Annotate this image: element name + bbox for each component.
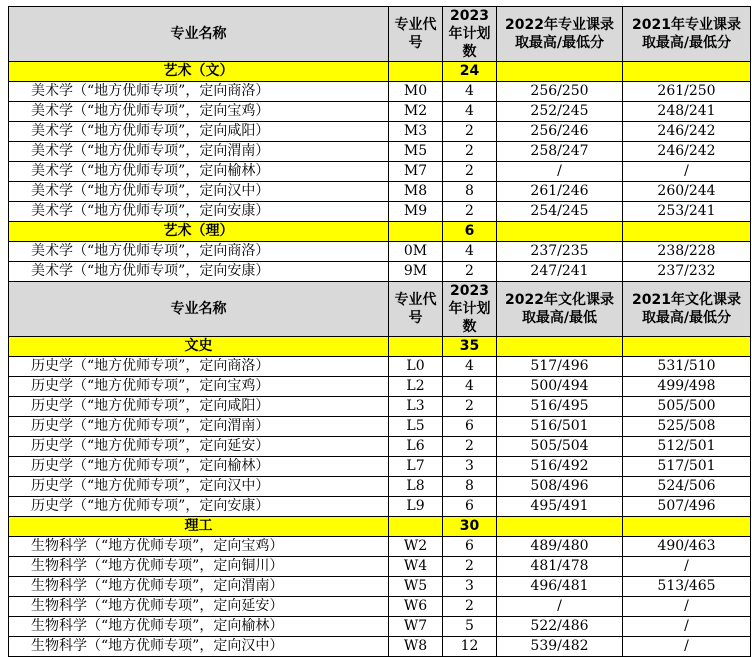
table-row <box>9 182 751 202</box>
major-code-cell: W5 <box>389 577 443 597</box>
table-row <box>9 357 751 377</box>
table-row <box>9 437 751 457</box>
group-title: 艺术（文） <box>9 62 389 82</box>
table-row <box>9 397 751 417</box>
major-name-cell: 美术学（“地方优师专项”，定向宝鸡） <box>9 102 389 122</box>
score-2022-cell: 500/494 <box>497 377 623 397</box>
score-2022-cell: 481/478 <box>497 557 623 577</box>
table-row <box>9 597 751 617</box>
major-name-cell: 历史学（“地方优师专项”，定向榆林） <box>9 457 389 477</box>
major-code-cell: M0 <box>389 82 443 102</box>
plan-count-cell: 12 <box>443 637 497 657</box>
admission-table <box>8 6 751 657</box>
major-code-cell: W6 <box>389 597 443 617</box>
plan-count-cell: 4 <box>443 82 497 102</box>
group-total: 35 <box>443 337 497 357</box>
table-row <box>9 242 751 262</box>
header-row <box>9 7 751 62</box>
major-name-cell: 历史学（“地方优师专项”，定向宝鸡） <box>9 377 389 397</box>
score-2021-cell: 499/498 <box>623 377 751 397</box>
group-2022-empty <box>497 62 623 82</box>
major-code-cell: 0M <box>389 242 443 262</box>
score-2021-cell: 237/232 <box>623 262 751 282</box>
table-row <box>9 377 751 397</box>
major-code-cell: L0 <box>389 357 443 377</box>
group-row <box>9 337 751 357</box>
table-row <box>9 142 751 162</box>
plan-count-cell: 2 <box>443 142 497 162</box>
plan-count-cell: 2 <box>443 597 497 617</box>
group-2022-empty <box>497 517 623 537</box>
major-code-cell: L2 <box>389 377 443 397</box>
table-row <box>9 262 751 282</box>
major-name-cell: 美术学（“地方优师专项”，定向商洛） <box>9 82 389 102</box>
major-code-cell: W8 <box>389 637 443 657</box>
score-2022-cell: 489/480 <box>497 537 623 557</box>
table-row <box>9 202 751 222</box>
table-row <box>9 102 751 122</box>
score-2021-cell: / <box>623 557 751 577</box>
major-code-cell: W7 <box>389 617 443 637</box>
plan-count-cell: 4 <box>443 377 497 397</box>
table-row <box>9 617 751 637</box>
table-row <box>9 122 751 142</box>
major-code-cell: L7 <box>389 457 443 477</box>
plan-count-cell: 6 <box>443 417 497 437</box>
plan-count-cell: 3 <box>443 577 497 597</box>
major-code-cell: M3 <box>389 122 443 142</box>
score-2022-cell: 517/496 <box>497 357 623 377</box>
score-2022-cell: / <box>497 597 623 617</box>
score-2021-cell: / <box>623 597 751 617</box>
table-row <box>9 477 751 497</box>
major-code-cell: L3 <box>389 397 443 417</box>
header-2022-scores: 2022年专业课录取最高/最低分 <box>497 7 623 62</box>
major-name-cell: 生物科学（“地方优师专项”，定向延安） <box>9 597 389 617</box>
group-2021-empty <box>623 337 751 357</box>
score-2021-cell: 524/506 <box>623 477 751 497</box>
header-row <box>9 282 751 337</box>
major-code-cell: L6 <box>389 437 443 457</box>
major-code-cell: L5 <box>389 417 443 437</box>
header-major-code: 专业代号 <box>389 7 443 62</box>
table-row <box>9 82 751 102</box>
group-title: 艺术（理） <box>9 222 389 242</box>
score-2022-cell: 539/482 <box>497 637 623 657</box>
score-2021-cell: 246/242 <box>623 122 751 142</box>
major-code-cell: L9 <box>389 497 443 517</box>
table-row <box>9 497 751 517</box>
plan-count-cell: 2 <box>443 557 497 577</box>
header-major-code: 专业代号 <box>389 282 443 337</box>
group-code-empty <box>389 62 443 82</box>
header-2021-scores: 2021年专业课录取最高/最低分 <box>623 7 751 62</box>
score-2021-cell: 260/244 <box>623 182 751 202</box>
group-2022-empty <box>497 337 623 357</box>
header-plan-count: 2023年计划数 <box>443 282 497 337</box>
table-row <box>9 162 751 182</box>
table-row <box>9 577 751 597</box>
table-row <box>9 557 751 577</box>
major-code-cell: W2 <box>389 537 443 557</box>
score-2021-cell: 512/501 <box>623 437 751 457</box>
major-name-cell: 美术学（“地方优师专项”，定向渭南） <box>9 142 389 162</box>
major-name-cell: 生物科学（“地方优师专项”，定向渭南） <box>9 577 389 597</box>
group-2022-empty <box>497 222 623 242</box>
group-total: 6 <box>443 222 497 242</box>
major-code-cell: W4 <box>389 557 443 577</box>
plan-count-cell: 4 <box>443 242 497 262</box>
score-2022-cell: 252/245 <box>497 102 623 122</box>
major-code-cell: M7 <box>389 162 443 182</box>
major-name-cell: 生物科学（“地方优师专项”，定向汉中） <box>9 637 389 657</box>
score-2022-cell: 261/246 <box>497 182 623 202</box>
major-name-cell: 历史学（“地方优师专项”，定向延安） <box>9 437 389 457</box>
major-name-cell: 美术学（“地方优师专项”，定向安康） <box>9 262 389 282</box>
major-name-cell: 美术学（“地方优师专项”，定向咸阳） <box>9 122 389 142</box>
score-2022-cell: 522/486 <box>497 617 623 637</box>
group-total: 30 <box>443 517 497 537</box>
major-name-cell: 历史学（“地方优师专项”，定向汉中） <box>9 477 389 497</box>
score-2022-cell: 496/481 <box>497 577 623 597</box>
group-code-empty <box>389 517 443 537</box>
score-2022-cell: 256/250 <box>497 82 623 102</box>
score-2021-cell: 531/510 <box>623 357 751 377</box>
score-2021-cell: 253/241 <box>623 202 751 222</box>
score-2022-cell: 516/492 <box>497 457 623 477</box>
score-2021-cell: / <box>623 162 751 182</box>
plan-count-cell: 5 <box>443 617 497 637</box>
score-2021-cell: 238/228 <box>623 242 751 262</box>
score-2021-cell: 248/241 <box>623 102 751 122</box>
major-name-cell: 历史学（“地方优师专项”，定向安康） <box>9 497 389 517</box>
major-code-cell: 9M <box>389 262 443 282</box>
major-code-cell: L8 <box>389 477 443 497</box>
major-name-cell: 生物科学（“地方优师专项”，定向榆林） <box>9 617 389 637</box>
score-2021-cell: 505/500 <box>623 397 751 417</box>
major-name-cell: 美术学（“地方优师专项”，定向安康） <box>9 202 389 222</box>
table-row <box>9 457 751 477</box>
group-2021-empty <box>623 517 751 537</box>
group-row <box>9 517 751 537</box>
plan-count-cell: 4 <box>443 102 497 122</box>
header-2021-scores: 2021年文化课录取最高/最低分 <box>623 282 751 337</box>
score-2022-cell: 256/246 <box>497 122 623 142</box>
major-name-cell: 历史学（“地方优师专项”，定向渭南） <box>9 417 389 437</box>
score-2022-cell: 516/495 <box>497 397 623 417</box>
group-2021-empty <box>623 222 751 242</box>
score-2021-cell: 490/463 <box>623 537 751 557</box>
header-2022-scores: 2022年文化课录取最高/最低 <box>497 282 623 337</box>
score-2022-cell: 505/504 <box>497 437 623 457</box>
score-2021-cell: 246/242 <box>623 142 751 162</box>
group-code-empty <box>389 337 443 357</box>
score-2022-cell: 254/245 <box>497 202 623 222</box>
plan-count-cell: 6 <box>443 537 497 557</box>
score-2022-cell: / <box>497 162 623 182</box>
score-2021-cell: 507/496 <box>623 497 751 517</box>
group-title: 文史 <box>9 337 389 357</box>
score-2021-cell: 517/501 <box>623 457 751 477</box>
score-2021-cell: 261/250 <box>623 82 751 102</box>
score-2022-cell: 508/496 <box>497 477 623 497</box>
header-major-name: 专业名称 <box>9 7 389 62</box>
score-2022-cell: 237/235 <box>497 242 623 262</box>
plan-count-cell: 8 <box>443 182 497 202</box>
major-code-cell: M8 <box>389 182 443 202</box>
score-2021-cell: / <box>623 617 751 637</box>
group-2021-empty <box>623 62 751 82</box>
major-name-cell: 美术学（“地方优师专项”，定向商洛） <box>9 242 389 262</box>
plan-count-cell: 2 <box>443 202 497 222</box>
group-row <box>9 222 751 242</box>
score-2022-cell: 516/501 <box>497 417 623 437</box>
group-code-empty <box>389 222 443 242</box>
group-title: 理工 <box>9 517 389 537</box>
major-name-cell: 生物科学（“地方优师专项”，定向宝鸡） <box>9 537 389 557</box>
plan-count-cell: 2 <box>443 437 497 457</box>
header-major-name: 专业名称 <box>9 282 389 337</box>
table-row <box>9 417 751 437</box>
group-row <box>9 62 751 82</box>
plan-count-cell: 2 <box>443 262 497 282</box>
plan-count-cell: 4 <box>443 357 497 377</box>
score-2021-cell: / <box>623 637 751 657</box>
major-name-cell: 历史学（“地方优师专项”，定向商洛） <box>9 357 389 377</box>
plan-count-cell: 2 <box>443 162 497 182</box>
score-2022-cell: 258/247 <box>497 142 623 162</box>
plan-count-cell: 8 <box>443 477 497 497</box>
table-row <box>9 637 751 657</box>
major-code-cell: M5 <box>389 142 443 162</box>
plan-count-cell: 3 <box>443 457 497 477</box>
plan-count-cell: 6 <box>443 497 497 517</box>
plan-count-cell: 2 <box>443 397 497 417</box>
table-row <box>9 537 751 557</box>
major-code-cell: M2 <box>389 102 443 122</box>
major-name-cell: 美术学（“地方优师专项”，定向榆林） <box>9 162 389 182</box>
major-name-cell: 美术学（“地方优师专项”，定向汉中） <box>9 182 389 202</box>
group-total: 24 <box>443 62 497 82</box>
major-name-cell: 生物科学（“地方优师专项”，定向铜川） <box>9 557 389 577</box>
header-plan-count: 2023年计划数 <box>443 7 497 62</box>
score-2021-cell: 525/508 <box>623 417 751 437</box>
plan-count-cell: 2 <box>443 122 497 142</box>
score-2022-cell: 495/491 <box>497 497 623 517</box>
major-code-cell: M9 <box>389 202 443 222</box>
score-2021-cell: 513/465 <box>623 577 751 597</box>
major-name-cell: 历史学（“地方优师专项”，定向咸阳） <box>9 397 389 417</box>
score-2022-cell: 247/241 <box>497 262 623 282</box>
